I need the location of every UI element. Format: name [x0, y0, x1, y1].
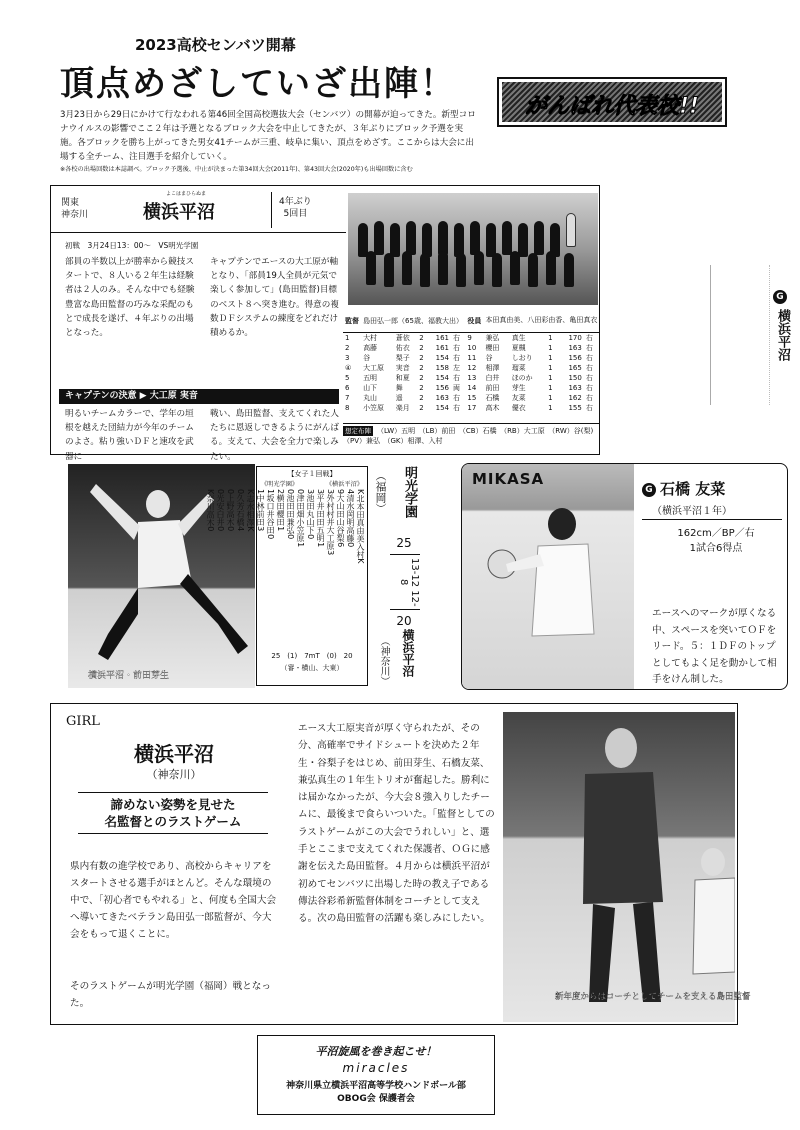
coach-name: 島田弘一郎（65歳、福教大出）: [361, 310, 465, 332]
player-given-name: 真生: [511, 333, 526, 342]
article-subtitle: 2023高校センバツ開幕: [135, 36, 296, 54]
player-given-name: 芽生: [511, 383, 526, 392]
player-height: 165: [568, 363, 582, 372]
player-number: 7: [345, 393, 350, 402]
player-given-name: 瑠菜: [511, 363, 526, 372]
player-hand: 右: [585, 343, 593, 352]
player-grade: 2: [419, 363, 424, 372]
player-grade: 1: [548, 333, 553, 342]
player-description: エースへのマークが厚くなる中、スペースを突いてＯＦをリード。５：１ＤＦのトップとしてもよく足を動かして相手をけん制した。: [652, 608, 777, 685]
feature-headline: [78, 792, 268, 834]
team-name-kana: よこはまひらぬま: [166, 191, 207, 197]
sponsor-box: [257, 1035, 495, 1115]
player-height: 163: [568, 383, 582, 392]
feature-headline-line-1: 諦めない姿勢を見せた: [110, 797, 236, 812]
footnote: ※各校の出場回数は本誌調べ。ブロック予選後、中止が決まった第34回大会(2011年)、第43回大会(2020年)も出場回数に含む: [60, 166, 413, 173]
player-hand: 右: [585, 363, 593, 372]
feature-paragraph-1: 県内有数の進学校であり、高校からキャリアをスタートさせる選手がほとんど。そんな環境の中で、「初心者でもやれる」と、何度も全国大会へ導いてきたベテラン島田弘一郎監督が、今大会をもって退くことに。: [70, 861, 277, 940]
player-name-text: 石橋 友菜: [660, 480, 726, 498]
score-summary: [370, 466, 442, 686]
player-number: 15: [467, 393, 477, 402]
box-score-column: K奈川高木0: [206, 489, 215, 532]
player-number: 10: [467, 343, 477, 352]
feature-body-column: エース大工原実音が厚く守られたが、その分、高確率でサイドシュートを決めた２年生・谷梨子をはじめ、前田芽生、石橋友菜、兼弘真生の１年生トリオが奮起した。勝利には届かなかったが、今大会８強入りしたチームに、最後まで食らいついた。「監督としてのラストゲームがこの大会でうれしい」と、選手とここまで支えてくれた保護者、ＯＧに感謝を伝えた島田監督。４月からは横浜平沼が初めてセンバツに出場した時の教え子である傳法谷彩希新監督体制をコーチとして支える。次の島田監督の活躍も楽しみにしたい。: [298, 723, 495, 925]
player-number: 6: [345, 383, 350, 392]
player-scoring: 1試合6得点: [689, 543, 743, 554]
player-hand: 右: [452, 353, 460, 362]
player-given-name: 友菜: [511, 393, 526, 402]
player-surname: 白井: [485, 373, 500, 382]
own-team-prefecture: （神奈川）: [378, 636, 389, 686]
team-text-column-1: 部員の半数以上が勝率から競技スタートで、８人いる２年生は経験者は２人のみ。そんな中でも経験豊富な島田監督の巧みな采配のもとで成長を遂げ、４年ぶりの出場となった。: [65, 257, 195, 339]
player-height: 158: [435, 363, 449, 372]
box-score-column: 9大山田山谷梨6: [336, 489, 345, 548]
player-hand: 右: [452, 403, 460, 412]
girls-marker-icon: G: [773, 290, 787, 304]
player-height: 161: [435, 343, 449, 352]
player-grade: 1: [548, 363, 553, 372]
player-hand: 右: [585, 403, 593, 412]
player-grade: 2: [419, 403, 424, 412]
article-headline: 頂点めざしていざ出陣！: [60, 64, 456, 104]
positions-row: [343, 423, 600, 446]
player-given-name: ほのか: [511, 373, 533, 382]
positions-label: 想定布陣: [345, 427, 371, 435]
roster-row: [343, 403, 600, 413]
team-photo: [348, 193, 598, 305]
roster-row: [343, 383, 600, 393]
player-given-name: しおり: [511, 353, 533, 362]
player-height: 156: [435, 383, 449, 392]
player-photo: [462, 464, 634, 690]
player-hand: 右: [585, 333, 593, 342]
box-score-column: 1坂口井谷田0: [266, 489, 275, 540]
team-name: 横浜平沼: [143, 202, 215, 223]
appearance-gap: 4年ぶり: [279, 197, 312, 207]
box-score-column: 3池田丸山下0: [306, 489, 315, 540]
player-surname: 前田: [485, 383, 500, 392]
box-score: [206, 466, 368, 686]
player-surname: 山下: [363, 383, 378, 392]
player-surname: 高木: [485, 403, 500, 412]
feature-headline-line-2: 名監督とのラストゲーム: [104, 814, 242, 829]
section-label: GIRL: [66, 714, 100, 729]
box-score-column: 0久芳石橋4: [236, 489, 245, 532]
box-score-column: 4清水岡明高藤0: [346, 489, 355, 548]
player-team: （横浜平沼１年）: [652, 506, 732, 517]
player-height: 156: [568, 353, 582, 362]
player-number: 1: [345, 333, 350, 342]
player-grade: 2: [419, 393, 424, 402]
player-surname: 兼弘: [485, 333, 500, 342]
roster-row: [343, 373, 600, 383]
player-height: 154: [435, 373, 449, 382]
player-physical: 162cm／BP／右: [677, 528, 755, 539]
player-number: ④: [345, 363, 352, 372]
player-given-name: 舞: [395, 383, 403, 392]
sponsor-logo-text: miracles: [342, 1061, 410, 1075]
player-height: 150: [568, 373, 582, 382]
player-surname: 五明: [363, 373, 378, 382]
player-surname: 谷: [363, 353, 371, 362]
player-height: 163: [568, 343, 582, 352]
girls-marker-icon: G: [642, 483, 656, 497]
player-surname: 大工原: [363, 363, 385, 372]
banner-logo: [497, 77, 727, 127]
own-team-name: 横浜平沼: [401, 629, 415, 677]
player-hand: 右: [452, 393, 460, 402]
coach-silhouette: [503, 712, 735, 1022]
player-given-name: 遥: [395, 393, 403, 402]
sponsor-groups: OBOG会 保護者会: [337, 1094, 415, 1104]
player-surname: 小笠原: [363, 403, 385, 412]
player-hand: 右: [585, 383, 593, 392]
player-number: 14: [467, 383, 477, 392]
feature-team-name: 横浜平沼: [134, 742, 214, 766]
box-score-column: 0池田田兼弘0: [286, 489, 295, 540]
player-grade: 2: [419, 373, 424, 382]
team-region: [61, 197, 88, 221]
sponsor-slogan: 平沼旋風を巻き起こせ！: [315, 1045, 437, 1058]
intro-paragraph: 3月23日から29日にかけて行なわれる第46回全国高校選抜大会（センバツ）の開幕が迫ってきた。新型コロナウイルスの影響でここ２年は予選となるブロック大会を中止してきたが、３年ぶりにブロック予選を実施。各ブロックを勝ち上がってきた男女41チームが三重、岐阜に集い、頂点をめざす。ここからは大会に出場する全チーム、注目選手を紹介していく。: [60, 110, 476, 162]
player-height: 154: [435, 353, 449, 362]
box-score-column: 0上野高木0: [226, 489, 235, 532]
player-hand: 右: [585, 353, 593, 362]
player-height: 161: [435, 333, 449, 342]
player-given-name: 優衣: [511, 403, 526, 412]
player-surname: 石橋: [485, 393, 500, 402]
photo-banner-text: MIKASA: [472, 470, 545, 488]
team-profile-box: [50, 185, 601, 462]
player-grade: 1: [548, 373, 553, 382]
captain-text-column-2: 戦い、島田監督、支えてくれた人たちに恩返しできるようにがんばる。支えて、大会を全力で楽しみたい。: [210, 409, 339, 462]
player-surname: 高藤: [363, 343, 378, 352]
captain-heading: キャプテンの決意 ▶ 大工原 実音: [59, 389, 339, 404]
player-number: 3: [345, 353, 350, 362]
half-scores: 13-12 12-8: [390, 554, 420, 610]
box-score-column: K志水相澤K: [246, 489, 255, 532]
prefecture-label: 神奈川: [61, 210, 89, 220]
player-grade: 1: [548, 403, 553, 412]
box-score-column: 0光安白井0: [216, 489, 225, 532]
staff-label: 役員: [465, 310, 483, 332]
roster-row: [343, 332, 600, 343]
player-grade: 2: [419, 383, 424, 392]
box-score-column: 3外村村井大工原3: [326, 489, 335, 556]
banner-text: がんばれ代表校!!: [524, 94, 700, 119]
box-score-grid: [206, 489, 365, 649]
player-number: 12: [467, 363, 477, 372]
box-score-column: 1中林前田3: [256, 489, 265, 532]
divider: [642, 519, 782, 520]
sketch-illustration: [710, 265, 770, 405]
player-grade: 1: [548, 393, 553, 402]
feature-team-prefecture: （神奈川）: [146, 768, 202, 781]
player-number: 9: [467, 333, 472, 342]
player-surname: 大村: [363, 333, 378, 342]
roster-row: [343, 353, 600, 363]
box-score-left-team: 《明光学園》: [261, 481, 299, 488]
player-name: [642, 478, 725, 499]
box-score-column: 0津田畑小笠原1: [296, 489, 305, 548]
opponent-score: 25: [396, 536, 412, 550]
feature-paragraph-2: そのラストゲームが明光学園（福岡）戦となった。: [70, 981, 271, 1009]
roster-row: [343, 343, 600, 353]
opponent-prefecture: （福岡）: [374, 470, 387, 514]
sketch-team-label: 横浜平沼: [775, 309, 790, 361]
box-score-column: 3平井田田五明1: [316, 489, 325, 548]
player-grade: 2: [419, 343, 424, 352]
player-height: 155: [568, 403, 582, 412]
player-given-name: 実音: [395, 363, 410, 372]
captain-text-column-1: 明るいチームカラーで、学年の垣根を越えた団結力が今年のチームのよさ。粘り強いＤＦと速攻を武器に: [65, 409, 194, 462]
roster-row: [343, 393, 600, 403]
region-label: 関東: [61, 198, 80, 208]
player-given-name: 夏槻: [511, 343, 526, 352]
coach-label: 監督: [343, 310, 361, 332]
illustration-panel: [700, 245, 800, 445]
player-height: 162: [568, 393, 582, 402]
player-number: 5: [345, 373, 350, 382]
player-grade: 2: [419, 333, 424, 342]
opponent-name: 明光学園: [402, 466, 417, 518]
box-score-heading: 【女子１回戦】: [287, 470, 337, 478]
appearance-count: [279, 196, 312, 220]
featured-player-box: [461, 463, 788, 690]
player-height: 163: [435, 393, 449, 402]
box-score-total: 25 (1) 7mT (0) 20: [271, 652, 353, 660]
player-surname: 相澤: [485, 363, 500, 372]
player-number: 8: [345, 403, 350, 412]
player-given-name: 蒼依: [395, 333, 410, 342]
appearance-number: 5回目: [283, 209, 308, 219]
player-grade: 2: [419, 353, 424, 362]
player-hand: 右: [585, 373, 593, 382]
staff-names: 本田真由美、八田彩由香、亀田真衣: [483, 310, 600, 332]
player-given-name: 佑衣: [395, 343, 410, 352]
player-grade: 1: [548, 343, 553, 352]
player-hand: 両: [452, 383, 460, 392]
first-game-info: 初戦 3月24日13：00～ VS明光学園: [65, 241, 199, 250]
player-stats: [652, 526, 780, 556]
player-given-name: 梨子: [395, 353, 410, 362]
own-score: 20: [396, 614, 412, 628]
player-hand: 右: [452, 373, 460, 382]
player-number: 2: [345, 343, 350, 352]
player-grade: 1: [548, 383, 553, 392]
box-score-referees: （審・横山、大東）: [280, 664, 344, 672]
player-number: 11: [467, 353, 477, 362]
player-given-name: 楽月: [395, 403, 410, 412]
positions-text: （LW）五明 （LB）前田 （CB）石橋 （RB）大工原 （RW）谷(梨) （PV）兼弘 （GK）相澤、入村: [343, 427, 601, 445]
player-surname: 櫻田: [485, 343, 500, 352]
player-hand: 左: [452, 363, 460, 372]
box-score-column: K北本田真由美入村K: [356, 489, 365, 564]
coach-photo: [503, 712, 735, 1022]
player-silhouette-2: [462, 464, 634, 690]
player-number: 13: [467, 373, 477, 382]
player-grade: 1: [548, 353, 553, 362]
team-text-column-2: キャプテンでエースの大工原が軸となり、「部員19人全員が元気で楽しく参加して」(島田監督)目標のベスト８へ突き進む。得意の複数ＤＦシステムの練度をどれだけ積めるか。: [210, 257, 339, 339]
sponsor-school: 神奈川県立横浜平沼高等学校ハンドボール部: [286, 1081, 466, 1091]
game-photo-caption: 横浜平沼・前田芽生: [88, 671, 170, 681]
player-hand: 右: [452, 343, 460, 352]
player-given-name: 和夏: [395, 373, 410, 382]
player-hand: 右: [585, 393, 593, 402]
player-height: 154: [435, 403, 449, 412]
player-surname: 丸山: [363, 393, 378, 402]
box-score-column: 2横田櫻田1: [276, 489, 285, 532]
player-number: 17: [467, 403, 477, 412]
player-hand: 右: [452, 333, 460, 342]
roster-row: [343, 363, 600, 373]
player-height: 170: [568, 333, 582, 342]
feature-title-block: [60, 708, 288, 1008]
box-score-right-team: 《横浜平沼》: [325, 481, 363, 488]
player-surname: 谷: [485, 353, 493, 362]
coach-photo-caption: 新年度からはコーチとしてチームを支える島田監督: [555, 992, 751, 1002]
roster-table: [343, 310, 600, 413]
box-score-teams: [261, 479, 363, 488]
divider: [271, 192, 272, 228]
